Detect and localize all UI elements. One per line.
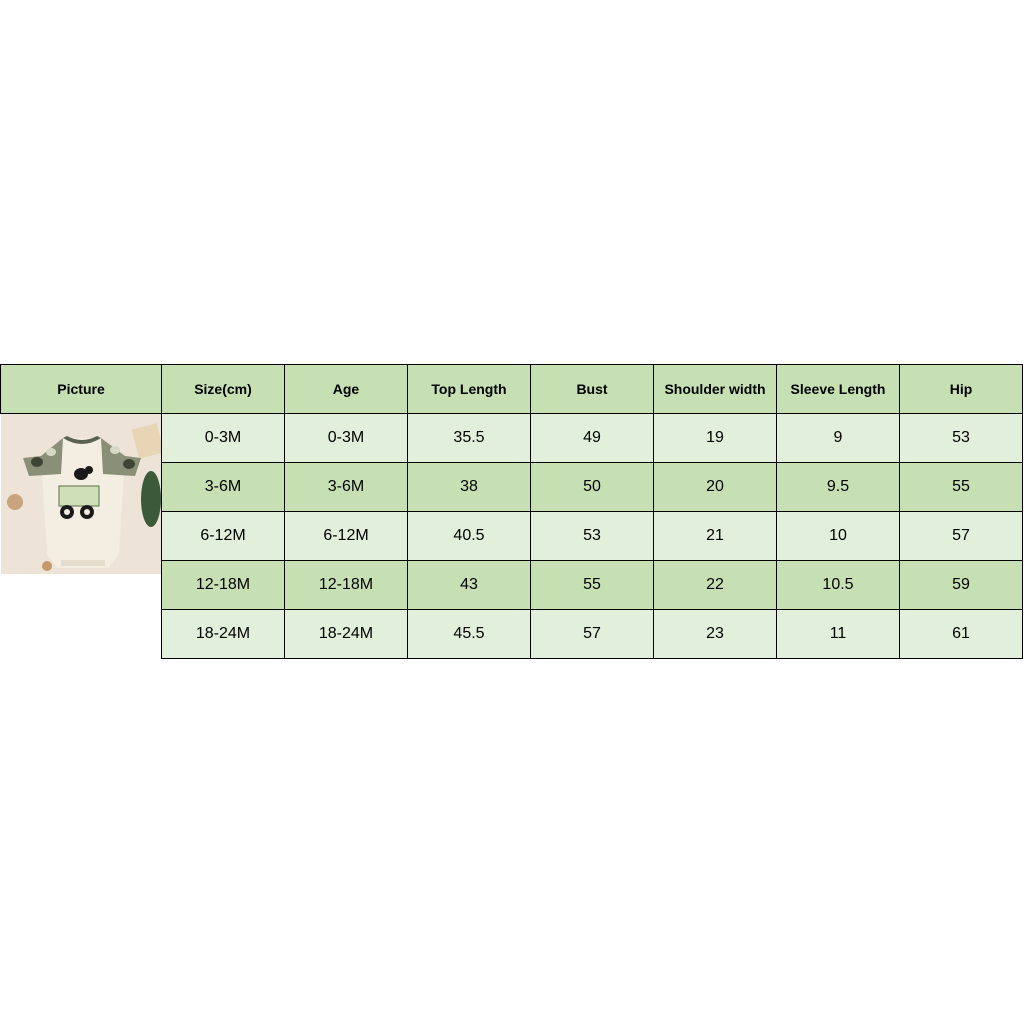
cell-shoulder-width: 19	[654, 414, 777, 463]
cell-bust: 55	[531, 561, 654, 610]
header-top-length: Top Length	[408, 365, 531, 414]
cell-size: 0-3M	[162, 414, 285, 463]
cell-age: 0-3M	[285, 414, 408, 463]
cell-bust: 49	[531, 414, 654, 463]
cell-age: 3-6M	[285, 463, 408, 512]
cell-hip: 59	[900, 561, 1023, 610]
cell-size: 18-24M	[162, 610, 285, 659]
cell-size: 12-18M	[162, 561, 285, 610]
cell-shoulder-width: 20	[654, 463, 777, 512]
cell-age: 12-18M	[285, 561, 408, 610]
header-size: Size(cm)	[162, 365, 285, 414]
cell-bust: 57	[531, 610, 654, 659]
cell-sleeve-length: 9.5	[777, 463, 900, 512]
cell-shoulder-width: 22	[654, 561, 777, 610]
header-hip: Hip	[900, 365, 1023, 414]
cell-shoulder-width: 23	[654, 610, 777, 659]
cell-top-length: 43	[408, 561, 531, 610]
header-picture: Picture	[1, 365, 162, 414]
cell-top-length: 40.5	[408, 512, 531, 561]
product-photo	[1, 414, 161, 574]
cell-hip: 55	[900, 463, 1023, 512]
cell-bust: 53	[531, 512, 654, 561]
cell-sleeve-length: 11	[777, 610, 900, 659]
cell-size: 6-12M	[162, 512, 285, 561]
header-age: Age	[285, 365, 408, 414]
header-row	[1, 365, 1023, 414]
cell-size: 3-6M	[162, 463, 285, 512]
cell-bust: 50	[531, 463, 654, 512]
cell-sleeve-length: 10	[777, 512, 900, 561]
cell-top-length: 45.5	[408, 610, 531, 659]
header-sleeve-length: Sleeve Length	[777, 365, 900, 414]
cell-shoulder-width: 21	[654, 512, 777, 561]
cell-hip: 57	[900, 512, 1023, 561]
cell-hip: 61	[900, 610, 1023, 659]
cell-hip: 53	[900, 414, 1023, 463]
product-picture-cell	[1, 414, 162, 659]
cell-top-length: 38	[408, 463, 531, 512]
cell-sleeve-length: 9	[777, 414, 900, 463]
cell-top-length: 35.5	[408, 414, 531, 463]
cell-sleeve-length: 10.5	[777, 561, 900, 610]
size-chart-table	[0, 364, 1023, 659]
cell-age: 6-12M	[285, 512, 408, 561]
header-shoulder-width: Shoulder width	[654, 365, 777, 414]
cell-age: 18-24M	[285, 610, 408, 659]
table-row	[1, 414, 1023, 463]
header-bust: Bust	[531, 365, 654, 414]
